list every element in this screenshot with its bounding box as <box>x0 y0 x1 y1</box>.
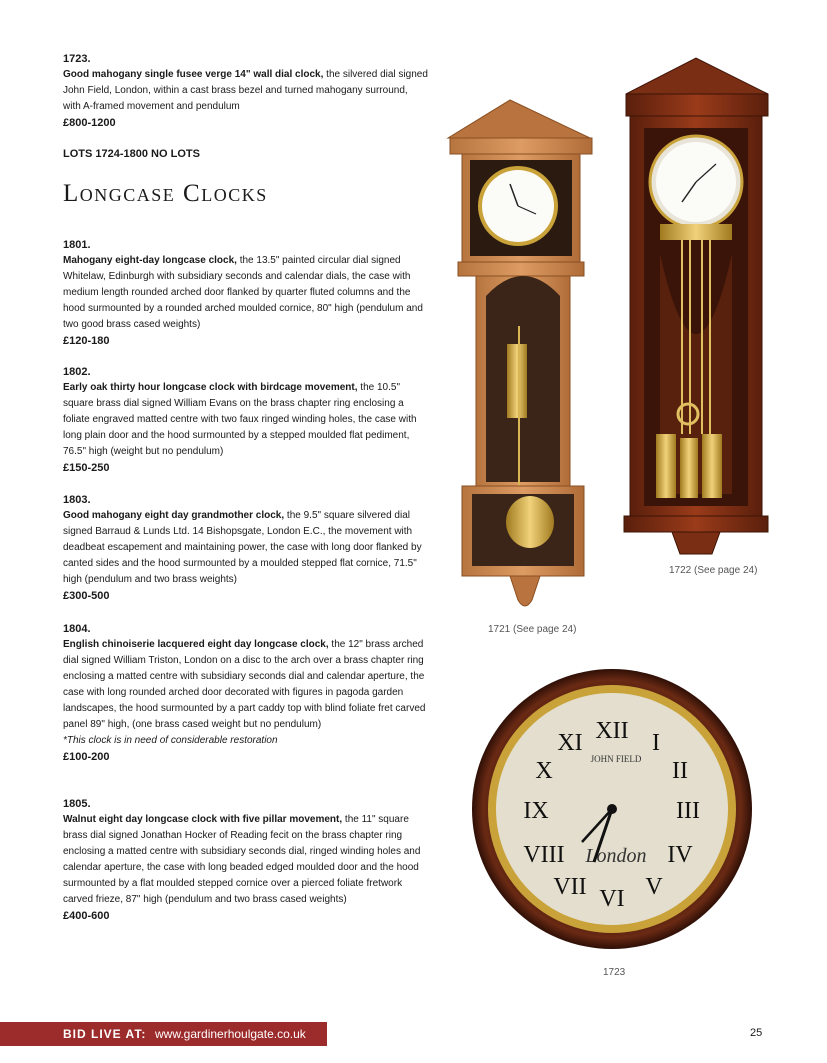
lot-1803 <box>63 492 428 604</box>
lot-description <box>63 812 428 908</box>
lot-1723 <box>63 51 428 131</box>
lot-number: 1805. <box>63 798 91 810</box>
lot-title: Early oak thirty hour longcase clock with birdcage movement, <box>63 382 358 393</box>
svg-text:I: I <box>652 730 660 756</box>
lot-number: 1801. <box>63 239 91 251</box>
caption-1722: 1722 (See page 24) <box>669 565 758 576</box>
lot-note: *This clock is in need of considerable restoration <box>63 735 278 746</box>
svg-text:XI: XI <box>557 730 583 756</box>
lot-1801 <box>63 237 428 349</box>
lot-1804 <box>63 621 428 765</box>
lot-number: 1802. <box>63 366 91 378</box>
lot-description <box>63 67 428 115</box>
lot-desc: the 11" square brass dial signed Jonathan Hocker of Reading fecit on the brass chapter ring enclosing a matted centre with subsidiary seconds dial, ringed winding holes and calendar aperture, the case with long beaded edged moulded door and the hood surmounted by a flat moulded stepped cornice over a pierced foliate fretwork carved frieze, 87" high (pendulum and two brass cased weights) <box>63 814 421 905</box>
lot-title: Mahogany eight-day longcase clock, <box>63 255 237 266</box>
lot-estimate: £120-180 <box>63 335 110 347</box>
lot-desc: the 10.5" square brass dial signed William Evans on the brass chapter ring enclosing a foliate engraved matted centre with two faux ringed winding holes, the case with long plain door and the hood surmounted by a stepped moulded flat pediment, 76.5" high (weight but no pendulum) <box>63 382 417 457</box>
page-number: 25 <box>750 1027 763 1039</box>
svg-text:V: V <box>645 874 663 900</box>
lot-estimate: £300-500 <box>63 590 110 602</box>
lot-number: 1723. <box>63 53 91 65</box>
footer-bar <box>0 1022 327 1046</box>
bid-live-label: BID LIVE AT: <box>63 1027 147 1041</box>
lot-title: Walnut eight day longcase clock with five pillar movement, <box>63 814 343 825</box>
lot-description <box>63 508 428 588</box>
svg-text:XII: XII <box>595 718 629 744</box>
lot-title: Good mahogany single fusee verge 14" wall dial clock, <box>63 69 324 80</box>
lot-desc: the silvered dial signed John Field, London, within a cast brass bezel and turned mahogany surround, with A-framed movement and pendulum <box>63 69 428 112</box>
lot-estimate: £800-1200 <box>63 117 116 129</box>
photo-clock-1722 <box>620 54 772 559</box>
caption-1721: 1721 (See page 24) <box>488 624 577 635</box>
lot-description <box>63 380 428 460</box>
lot-number: 1803. <box>63 494 91 506</box>
lot-estimate: £150-250 <box>63 462 110 474</box>
lot-estimate: £100-200 <box>63 751 110 763</box>
svg-text:X: X <box>535 758 553 784</box>
no-lots-notice: LOTS 1724-1800 NO LOTS <box>63 148 200 160</box>
lot-desc: the 13.5" painted circular dial signed Whitelaw, Edinburgh with subsidiary seconds and calendar dials, the case with medium length rounded arched door flanked by quarter fluted columns and the hood surmounted by a rounded arched moulded cornice, 80" high (pendulum and two good brass cased weights) <box>63 255 423 330</box>
lot-1805 <box>63 796 428 924</box>
svg-text:VIII: VIII <box>523 842 565 868</box>
lot-title: Good mahogany eight day grandmother clock, <box>63 510 285 521</box>
section-heading: Longcase Clocks <box>63 180 268 207</box>
website-link[interactable]: www.gardinerhoulgate.co.uk <box>155 1027 306 1041</box>
lot-number: 1804. <box>63 623 91 635</box>
svg-text:II: II <box>672 758 688 784</box>
photo-clock-1721 <box>440 96 600 616</box>
lot-desc: the 9.5" square silvered dial signed Barraud & Lunds Ltd. 14 Bishopsgate, London E.C., the movement with deadbeat escapement and maintaining power, the case with long door flanked by canted sides and the hood surmounted by a moulded stepped flat cornice, 71.5" high (pendulum and two brass weights) <box>63 510 422 585</box>
lot-title: English chinoiserie lacquered eight day longcase clock, <box>63 639 329 650</box>
svg-text:IX: IX <box>523 798 549 824</box>
lot-description <box>63 253 428 333</box>
caption-1723: 1723 <box>603 967 626 978</box>
photo-clock-1723 <box>470 666 754 956</box>
svg-text:IV: IV <box>667 842 693 868</box>
lot-description <box>63 637 428 733</box>
svg-text:III: III <box>676 798 700 824</box>
svg-text:VII: VII <box>553 874 587 900</box>
lot-desc: the 12" brass arched dial signed William Triston, London on a disc to the arch over a brass chapter ring enclosing a matted centre with subsidiary seconds dial and calendar aperture, the case with long rounded arched door decorated with figures in pagoda garden landscapes, the hood surmounted by a part caddy top with blind foliate fret carved panel 89" high, (one brass cased weight but no pendulum) <box>63 639 426 730</box>
lot-1802 <box>63 364 428 476</box>
lot-estimate: £400-600 <box>63 910 110 922</box>
svg-text:VI: VI <box>599 886 625 912</box>
dial-place: London <box>585 845 647 867</box>
dial-maker: JOHN FIELD <box>590 754 642 764</box>
